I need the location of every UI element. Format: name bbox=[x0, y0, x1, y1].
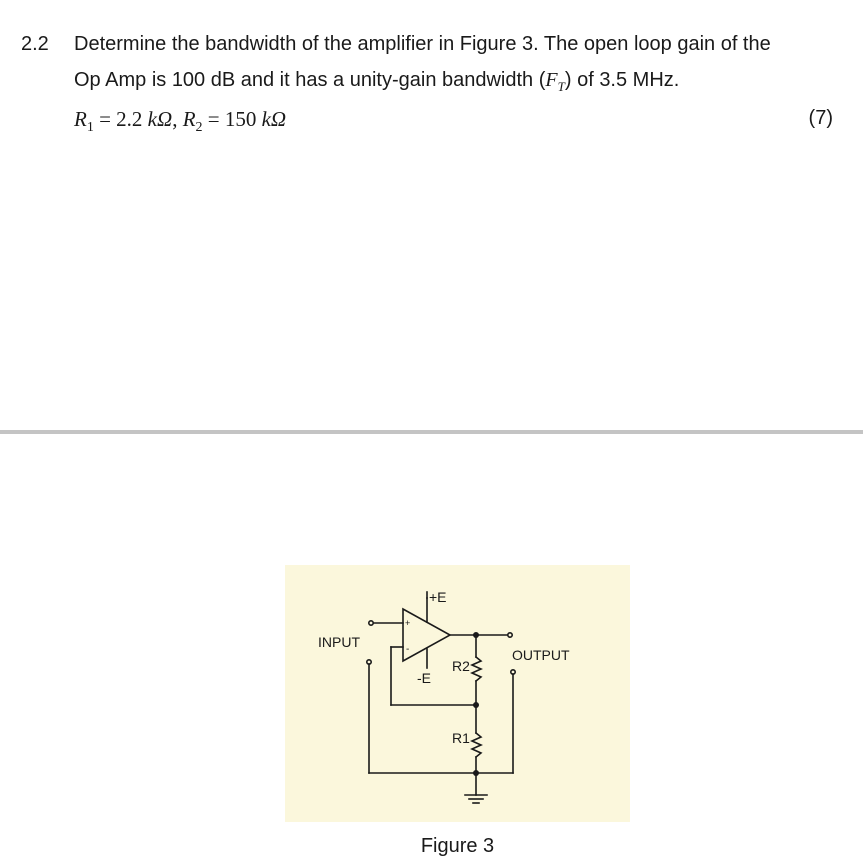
question-text-line-2-end: ) of 3.5 MHz. bbox=[564, 69, 680, 91]
figure-caption bbox=[0, 834, 863, 858]
junction-output bbox=[473, 632, 479, 638]
r1-symbol: R bbox=[74, 107, 87, 131]
r2-resistor bbox=[472, 657, 481, 681]
negative-supply-label: -E bbox=[417, 670, 431, 686]
value-separator: , bbox=[172, 107, 183, 131]
ft-symbol bbox=[545, 69, 565, 94]
r2-label: R2 bbox=[452, 658, 470, 674]
output-label: OUTPUT bbox=[512, 647, 570, 663]
junction-ground bbox=[473, 770, 479, 776]
ft-symbol-letter: F bbox=[545, 69, 558, 91]
r1-subscript: 1 bbox=[86, 120, 94, 136]
input-terminal-top bbox=[369, 621, 373, 625]
figure-3-panel bbox=[285, 565, 630, 822]
question-text-line-2 bbox=[74, 68, 679, 99]
circuit-diagram bbox=[285, 565, 630, 822]
plus-terminal-label: + bbox=[405, 618, 411, 628]
resistor-values bbox=[74, 106, 286, 141]
marks-label: (7) bbox=[808, 107, 833, 129]
output-terminal-top bbox=[508, 633, 512, 637]
positive-supply-label: +E bbox=[429, 589, 447, 605]
ft-symbol-subscript: T bbox=[557, 79, 565, 94]
figure-caption-text: Figure 3 bbox=[420, 835, 495, 857]
junction-r2-r1 bbox=[473, 702, 479, 708]
question-text-line-1: Determine the bandwidth of the amplifier in Figure 3. The open loop gain of the bbox=[74, 33, 771, 55]
r1-unit: kΩ bbox=[147, 107, 173, 131]
r2-subscript: 2 bbox=[195, 120, 203, 136]
r1-label: R1 bbox=[452, 730, 470, 746]
question-number: 2.2 bbox=[21, 33, 49, 55]
minus-terminal-label: - bbox=[406, 644, 410, 655]
r1-value: = 2.2 bbox=[93, 107, 148, 131]
r2-unit: kΩ bbox=[261, 107, 287, 131]
question-text-line-2-start: Op Amp is 100 dB and it has a unity-gain bandwidth ( bbox=[74, 69, 546, 91]
input-label: INPUT bbox=[318, 634, 360, 650]
r2-value: = 150 bbox=[202, 107, 262, 131]
r1-resistor bbox=[472, 733, 481, 757]
r2-symbol: R bbox=[182, 107, 196, 131]
section-divider bbox=[0, 430, 863, 434]
